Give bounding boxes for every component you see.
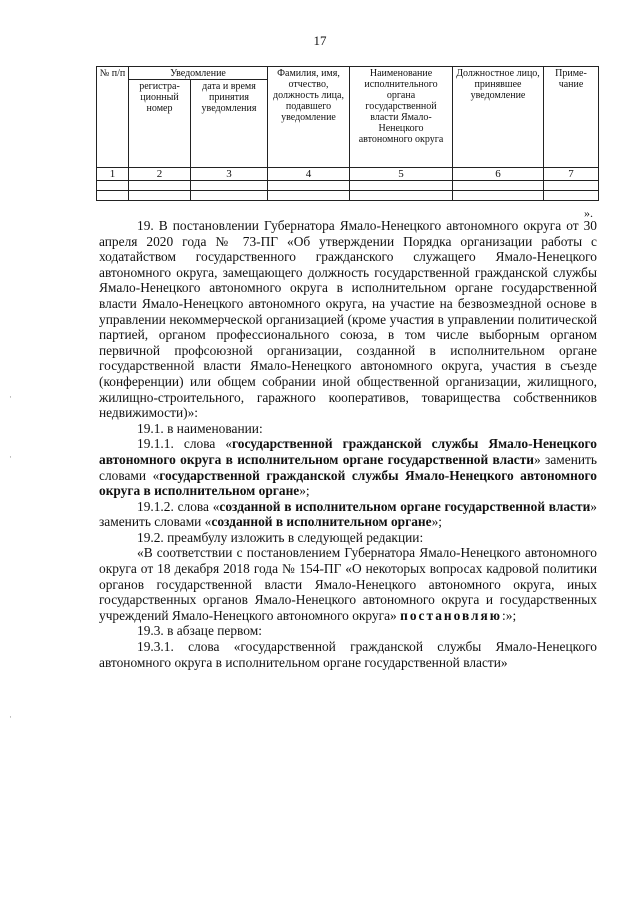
header-reg-number: регистра-ционный номер (129, 80, 191, 168)
closing-quote: ». (584, 206, 593, 220)
paragraph-19-1-2 (99, 499, 597, 530)
paragraph-19-2-quote (99, 545, 597, 623)
table-row (97, 168, 599, 181)
paragraph-19-1-1 (99, 436, 597, 498)
paragraph-19-3: 19.3. в абзаце первом: (137, 623, 262, 639)
table-row (97, 181, 599, 191)
header-notice-label: Уведомление (170, 68, 226, 79)
col-number-cell: 2 (129, 168, 191, 181)
col-number-cell: 3 (191, 168, 268, 181)
header-official: Должностное лицо, принявшее уведомление (453, 67, 544, 168)
document-body (99, 218, 597, 670)
header-notice (129, 67, 268, 80)
spaced-word: постановляю (400, 607, 503, 623)
paragraph-19-1: 19.1. в наименовании: (137, 420, 263, 436)
scan-margin-mark: · (9, 392, 12, 402)
text-span: » заменить словами « (99, 498, 597, 530)
bold-phrase: государственной гражданской службы Ямало-Ненецкого автономного округа в исполнительном органе государственной власти (99, 436, 597, 467)
scan-margin-mark: · (9, 452, 12, 462)
paragraph-19-3-1: 19.3.1. слова «государственной гражданской службы Ямало-Ненецкого автономного округа в исполнительном органе государственной власти» (99, 639, 597, 670)
col-number-cell: 1 (97, 168, 129, 181)
text-span: » заменить словами « (99, 451, 598, 483)
text-span: «В соответствии с постановлением Губернатора Ямало-Ненецкого автономного округа от 18 декабря 2018 года № 154-ПГ «О некоторых вопросах кадровой политики органов государственной власти Ямало-Ненецкого автономного округа, иных государственных органов Ямало-Ненецкого автономного округа и государственных учреждений Ямало-Ненецкого автономного округа» (99, 545, 597, 623)
paragraph-19: 19. В постановлении Губернатора Ямало-Ненецкого автономного округа от 30 апреля 2020 года № 73-ПГ «Об утверждении Порядка организации работы с ходатайством государственного гражданского служащего Ямало-Ненецкого автономного округа, замещающего должность государственной гражданской службы Ямало-Ненецкого автономного округа в исполнительном органе государственной власти Ямало-Ненецкого автономного округа, на участие на безвозмездной основе в управлении некоммерческой организацией (кроме участия в управлении политической партией, органом профессионального союза, в том числе выборным органом первичной профсоюзной организации, созданной в исполнительном органе государственной власти Ямало-Ненецкого автономного округа, участия в съезде (конференции) или общем собрании иной общественной организации, жилищного, жилищно-строительного, гаражного кооперативов, товарищества собственников недвижимости)»: (99, 218, 597, 421)
header-note: Приме-чание (544, 67, 599, 168)
header-num: № п/п (97, 67, 129, 168)
bold-phrase: созданной в исполнительном органе (211, 514, 432, 530)
bold-phrase: созданной в исполнительном органе государственной власти (219, 498, 591, 514)
page-number: 17 (313, 33, 327, 48)
col-number-cell: 7 (544, 168, 599, 181)
col-number-cell: 6 (453, 168, 544, 181)
text-span: 19.1.2. слова « (137, 498, 220, 514)
header-fio: Фамилия, имя, отчество, должность лица, подавшего уведомление (268, 67, 350, 168)
text-span: »; (431, 514, 442, 530)
paragraph-19-2: 19.2. преамбулу изложить в следующей редакции: (137, 529, 424, 545)
text-span: 19.1.1. слова « (137, 436, 233, 452)
col-number-cell: 4 (268, 168, 350, 181)
scan-margin-mark: · (9, 712, 12, 722)
notification-register-table (96, 66, 599, 201)
bold-phrase: государственной гражданской службы Ямало-Ненецкого автономного округа в исполнительном органе (99, 467, 597, 499)
header-organ: Наименование исполнительного органа государственной власти Ямало-Ненецкого автономного округа (350, 67, 453, 168)
col-number-cell: 5 (350, 168, 453, 181)
header-date-time: дата и время принятия уведомления (191, 80, 268, 168)
text-span: :»; (502, 607, 517, 623)
table-row (97, 191, 599, 201)
text-span: »; (299, 483, 310, 499)
